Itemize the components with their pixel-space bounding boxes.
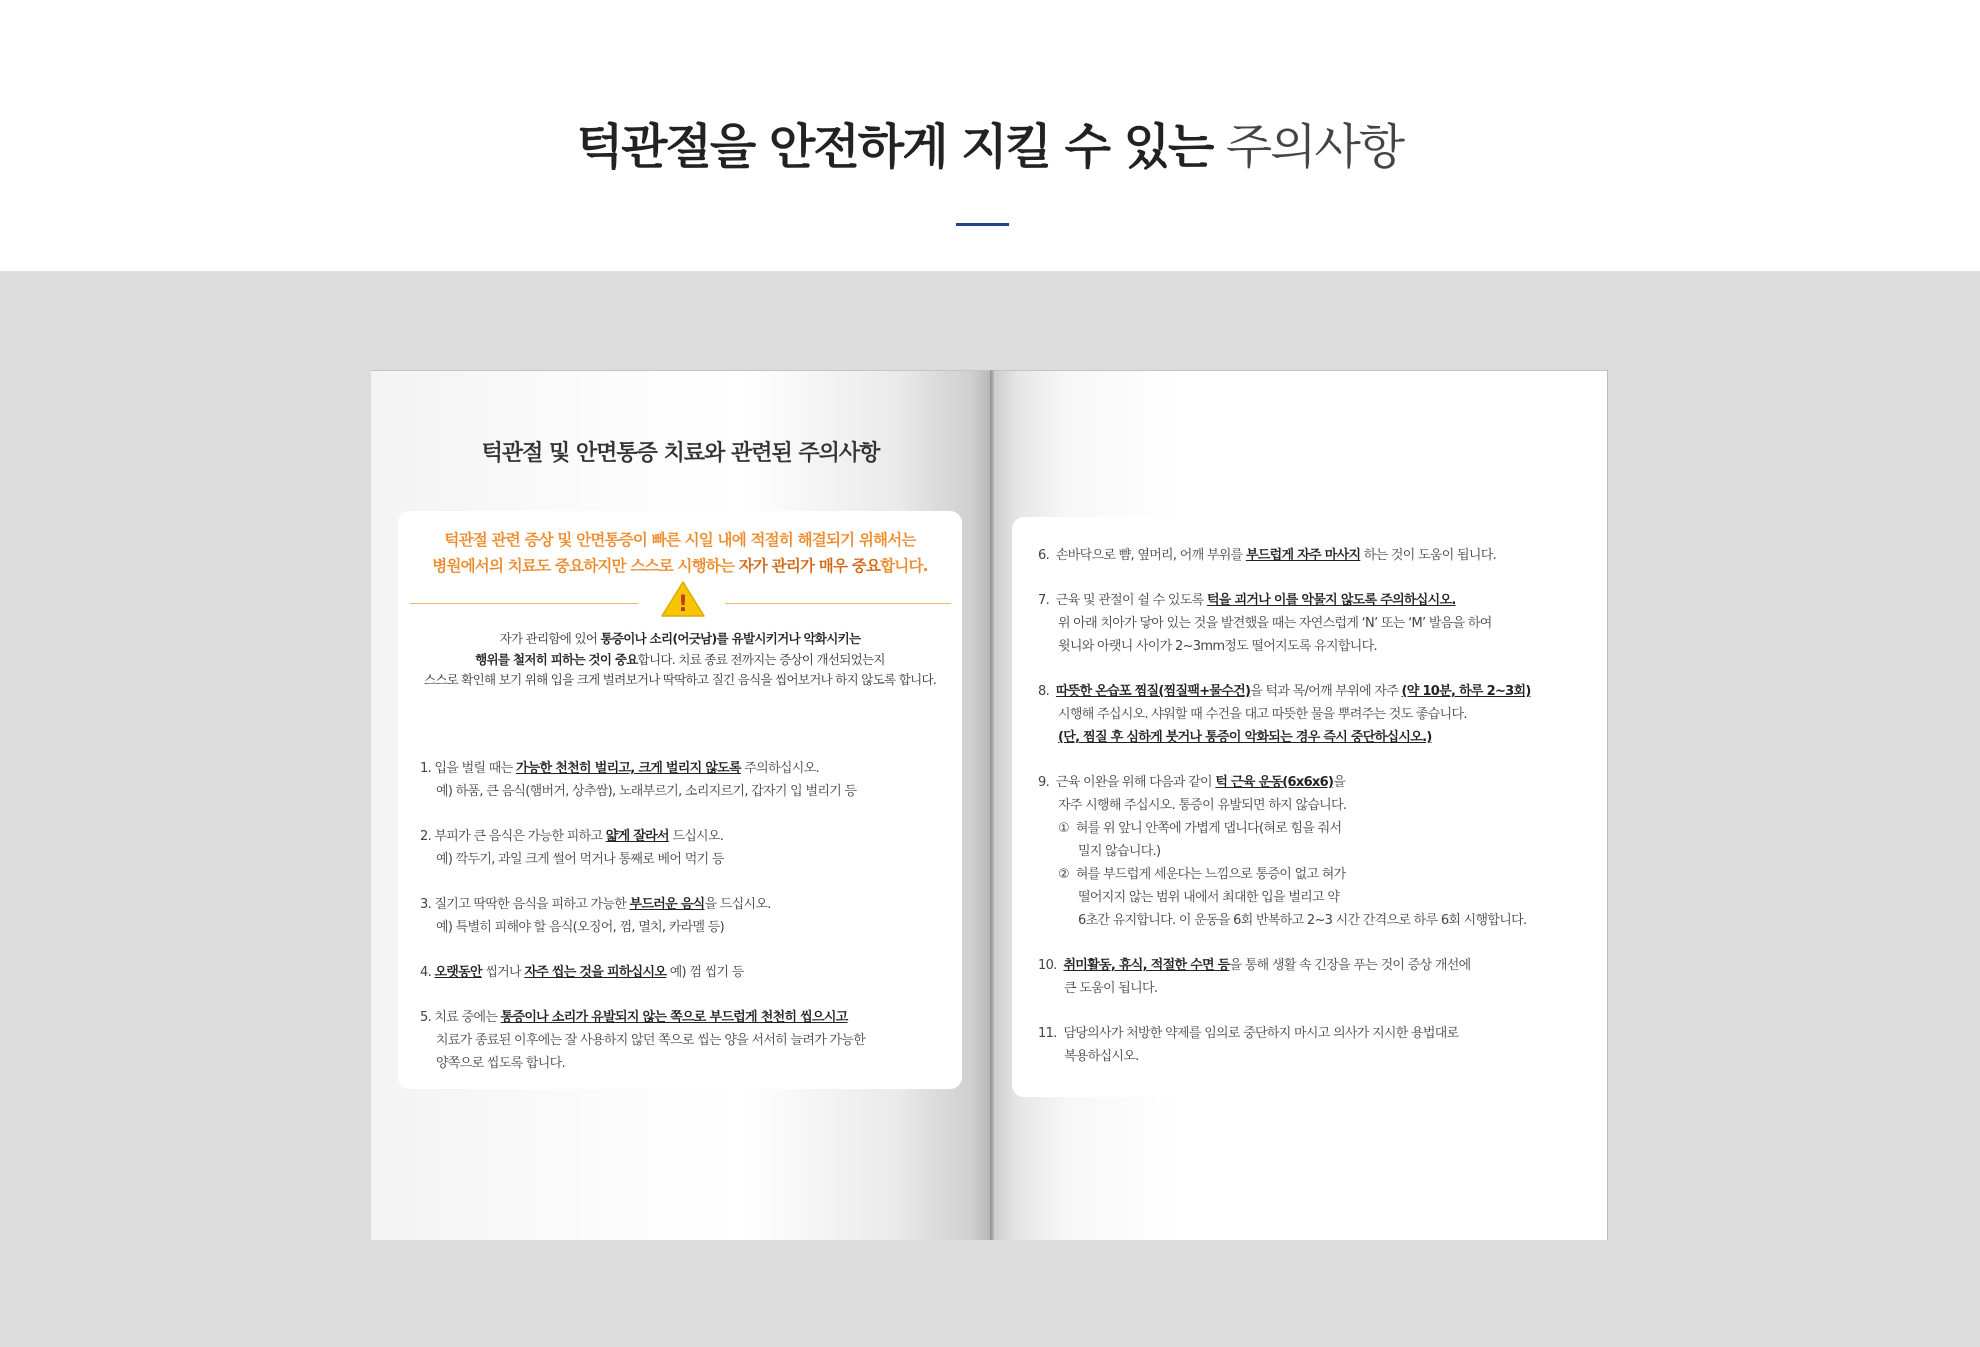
item-emphasis-2: 자주 씹는 것을 피하십시오 (524, 965, 667, 980)
precaution-item-6 (1038, 544, 1496, 563)
precautions-card-right (1012, 517, 1581, 1097)
step-number: ② (1058, 867, 1069, 882)
intro-text: 자가 관리함에 있어 (499, 631, 601, 646)
precaution-item-7-line-2: 위 아래 치아가 닿아 있는 것을 발견했을 때는 자연스럽게 ‘N’ 또는 ‘M’ 발음을 하여 (1058, 616, 1492, 631)
precaution-item-5-line-2: 치료가 종료된 이후에는 잘 사용하지 않던 쪽으로 씹는 양을 서서히 늘려가 가능한 (436, 1033, 866, 1048)
item-text-end: 을 (1333, 775, 1346, 790)
step-text: 혀를 위 앞니 안쪽에 가볍게 댑니다(혀로 힘을 줘서 (1075, 821, 1342, 836)
precaution-item-2 (420, 825, 723, 844)
item-text-end: 하는 것이 도움이 됩니다. (1360, 548, 1497, 563)
item-number: 4. (420, 965, 432, 980)
item-number: 2. (420, 829, 432, 844)
item-number: 6. (1038, 548, 1050, 563)
step-number: ① (1058, 821, 1069, 836)
precaution-item-11-line-2: 복용하십시오. (1064, 1049, 1139, 1064)
warning-divider-right (725, 603, 951, 604)
precaution-item-5-line-3: 양쪽으로 씹도록 합니다. (436, 1056, 565, 1071)
notice-text-end: 합니다. (880, 557, 928, 575)
item-text: 담당의사가 처방한 약제를 임의로 중단하지 마시고 의사가 지시한 용법대로 (1063, 1026, 1459, 1041)
item-emphasis: 턱 근육 운동(6x6x6) (1215, 775, 1334, 790)
notice-line-1: 턱관절 관련 증상 및 안면통증이 빠른 시일 내에 적절히 해결되기 위해서는 (444, 531, 916, 549)
item-text-end: 드십시오. (668, 829, 724, 844)
notice-line-2 (398, 554, 962, 576)
warning-divider-left (410, 603, 638, 604)
precaution-item-8 (1038, 680, 1531, 699)
notice-text: 병원에서의 치료도 중요하지만 스스로 시행하는 (432, 557, 739, 575)
precaution-item-1-example: 예) 하품, 큰 음식(햄버거, 상추쌈), 노래부르기, 소리지르기, 갑자기 입 벌리기 등 (436, 784, 857, 799)
intro-emphasis-2: 행위를 철저히 피하는 것이 중요 (475, 652, 638, 667)
item-number: 9. (1038, 775, 1050, 790)
exercise-step-1-cont: 밀지 않습니다.) (1078, 844, 1161, 859)
page-title (0, 108, 1980, 177)
precaution-item-5 (420, 1006, 848, 1025)
warning-icon (660, 580, 706, 618)
intro-line-1 (398, 629, 962, 647)
intro-emphasis: 통증이나 소리(어긋남)를 유발시키거나 악화시키는 (600, 631, 861, 646)
precaution-item-7-line-3: 윗니와 아랫니 사이가 2~3mm정도 떨어지도록 유지합니다. (1058, 639, 1377, 654)
item-emphasis: 가능한 천천히 벌리고, 크게 벌리지 않도록 (515, 761, 741, 776)
page-title-bold: 턱관절을 안전하게 지킬 수 있는 (576, 119, 1213, 175)
item-number: 3. (420, 897, 432, 912)
item-text-end: 을 드십시오. (704, 897, 771, 912)
item-emphasis: 부드럽게 자주 마사지 (1245, 548, 1361, 563)
item-emphasis: 턱을 괴거나 이를 악물지 않도록 주의하십시오. (1206, 593, 1456, 608)
item-text-end: 예) 껌 씹기 등 (666, 965, 744, 980)
item-text: 근육 및 관절이 쉴 수 있도록 (1055, 593, 1207, 608)
precaution-item-3-example: 예) 특별히 피해야 할 음식(오징어, 껌, 멸치, 카라멜 등) (436, 920, 725, 935)
precaution-item-3 (420, 893, 771, 912)
precaution-item-10 (1038, 954, 1470, 973)
item-number: 11. (1038, 1026, 1057, 1041)
item-text: 치료 중에는 (434, 1010, 501, 1025)
exercise-step-2-cont: 떨어지지 않는 범위 내에서 최대한 입을 벌리고 약 (1078, 890, 1340, 905)
precaution-item-7 (1038, 589, 1456, 608)
item-emphasis: 오랫동안 (434, 965, 482, 980)
step-text: 혀를 부드럽게 세운다는 느낌으로 통증이 없고 혀가 (1075, 867, 1346, 882)
page-title-light: 주의사항 (1225, 119, 1404, 175)
booklet-right-page (994, 370, 1608, 1240)
item-number: 5. (420, 1010, 432, 1025)
precaution-item-9 (1038, 771, 1345, 790)
precaution-item-2-example: 예) 깍두기, 과일 크게 썰어 먹거나 통째로 베어 먹기 등 (436, 852, 724, 867)
item-emphasis: 취미활동, 휴식, 적절한 수면 등 (1063, 958, 1230, 973)
precaution-item-4 (420, 961, 744, 980)
title-divider (956, 223, 1009, 226)
exercise-step-2 (1058, 863, 1345, 882)
precaution-item-8-line-2: 시행해 주십시오. 샤워할 때 수건을 대고 따뜻한 물을 뿌려주는 것도 좋습니다. (1058, 707, 1467, 722)
item-number: 7. (1038, 593, 1050, 608)
item-number: 10. (1038, 958, 1057, 973)
item-text: 손바닥으로 뺨, 옆머리, 어깨 부위를 (1055, 548, 1246, 563)
intro-text-2: 합니다. 치료 종료 전까지는 증상이 개선되었는지 (637, 652, 885, 667)
precaution-item-9-line-2: 자주 시행해 주십시오. 통증이 유발되면 하지 않습니다. (1058, 798, 1347, 813)
exercise-step-2-cont-2: 6초간 유지합니다. 이 운동을 6회 반복하고 2~3 시간 간격으로 하루 6회 시행합니다. (1078, 913, 1527, 928)
item-emphasis: 통증이나 소리가 유발되지 않는 쪽으로 부드럽게 천천히 씹으시고 (500, 1010, 848, 1025)
item-text: 부피가 큰 음식은 가능한 피하고 (434, 829, 606, 844)
precautions-card-left (398, 511, 962, 1089)
intro-line-3: 스스로 확인해 보기 위해 입을 크게 벌려보거나 딱딱하고 질긴 음식을 씹어보거나 하지 않도록 합니다. (423, 672, 937, 687)
precaution-item-11 (1038, 1022, 1459, 1041)
intro-line-2 (398, 650, 962, 668)
item-emphasis: 따뜻한 온습포 찜질(찜질팩+물수건) (1055, 684, 1251, 699)
item-text: 을 통해 생활 속 긴장을 푸는 것이 증상 개선에 (1229, 958, 1471, 973)
item-emphasis: 얇게 잘라서 (605, 829, 669, 844)
precaution-item-1 (420, 757, 819, 776)
warning-icon-glyph: ! (677, 592, 689, 617)
item-text: 씹거나 (481, 965, 525, 980)
item-number: 8. (1038, 684, 1050, 699)
item-text: 질기고 딱딱한 음식을 피하고 가능한 (434, 897, 630, 912)
item-number: 1. (420, 761, 432, 776)
header-section (0, 0, 1980, 271)
item-text: 근육 이완을 위해 다음과 같이 (1055, 775, 1216, 790)
item-emphasis: 부드러운 음식 (629, 897, 705, 912)
booklet-left-page (371, 370, 990, 1240)
exercise-step-1 (1058, 817, 1341, 836)
item-text-end: 주의하십시오. (740, 761, 819, 776)
item-text: 을 턱과 목/어깨 부위에 자주 (1250, 684, 1402, 699)
precaution-item-8-caution: (단, 찜질 후 심하게 붓거나 통증이 악화되는 경우 즉시 중단하십시오.) (1058, 730, 1432, 745)
notice-emphasis: 자가 관리가 매우 중요 (738, 557, 881, 575)
precaution-item-10-line-2: 큰 도움이 됩니다. (1064, 981, 1158, 996)
item-emphasis-2: (약 10분, 하루 2~3회) (1401, 684, 1531, 699)
item-text: 입을 벌릴 때는 (434, 761, 516, 776)
document-title: 턱관절 및 안면통증 치료와 관련된 주의사항 (481, 441, 880, 466)
